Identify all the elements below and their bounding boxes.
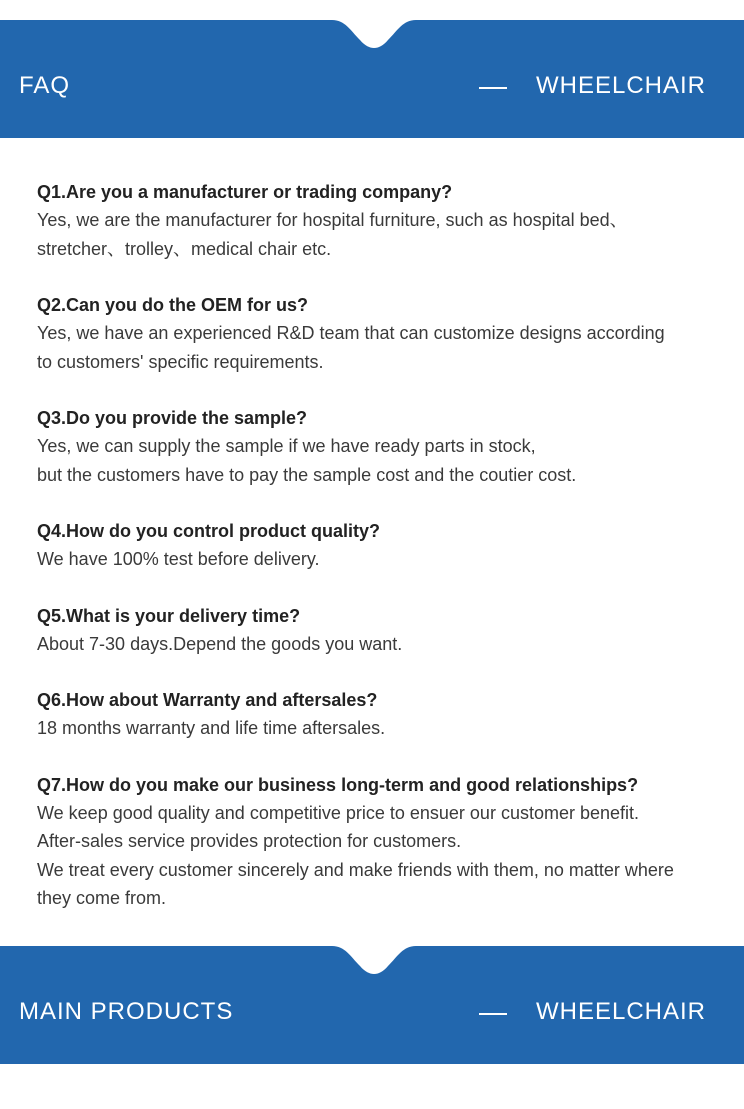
faq-answer-line: Yes, we have an experienced R&D team that can customize designs according [37,323,665,343]
banner-dash-divider [479,1013,507,1015]
banner-subtitle: WHEELCHAIR [535,998,706,1025]
faq-question: Q2.Can you do the OEM for us? [37,295,309,315]
faq-answer-line: Yes, we can supply the sample if we have ready parts in stock, [37,436,536,456]
faq-answer-line: We keep good quality and competitive price to ensuer our customer benefit. [37,802,640,823]
faq-answer-line: they come from. [37,888,167,908]
faq-answer-line: About 7-30 days.Depend the goods you want. [37,633,403,654]
faq-item-6 [37,686,727,743]
faq-item-7 [37,771,727,913]
faq-answer-line: 18 months warranty and life time aftersales. [37,718,386,738]
banner-title: MAIN PRODUCTS [19,998,234,1025]
faq-answer-line: stretcher、trolley、medical chair etc. [37,238,332,259]
faq-answer-line: to customers' specific requirements. [37,351,324,372]
faq-list [37,178,727,941]
faq-answer-line: We treat every customer sincerely and make friends with them, no matter where [37,859,674,880]
faq-item-3 [37,404,727,489]
faq-question: Q4.How do you control product quality? [37,521,380,541]
faq-item-2 [37,291,727,376]
banner-subtitle: WHEELCHAIR [535,72,706,99]
banner-title: FAQ [19,72,71,99]
faq-question: Q5.What is your delivery time? [37,605,301,626]
faq-answer-line: We have 100% test before delivery. [37,549,320,569]
faq-item-1 [37,178,727,263]
main-products-banner [0,946,744,1064]
faq-answer-line: but the customers have to pay the sample cost and the coutier cost. [37,464,577,485]
faq-answer-line: After-sales service provides protection for customers. [37,831,462,851]
faq-question: Q3.Do you provide the sample? [37,408,308,428]
faq-question: Q6.How about Warranty and aftersales? [37,690,378,710]
faq-question: Q7.How do you make our business long-term and good relationships? [37,774,639,795]
banner-dash-divider [479,87,507,89]
faq-item-4 [37,517,727,574]
faq-item-5 [37,602,727,659]
faq-answer-line: Yes, we are the manufacturer for hospital furniture, such as hospital bed、 [37,210,628,230]
faq-question: Q1.Are you a manufacturer or trading company? [37,182,453,202]
faq-section-banner [0,20,744,138]
